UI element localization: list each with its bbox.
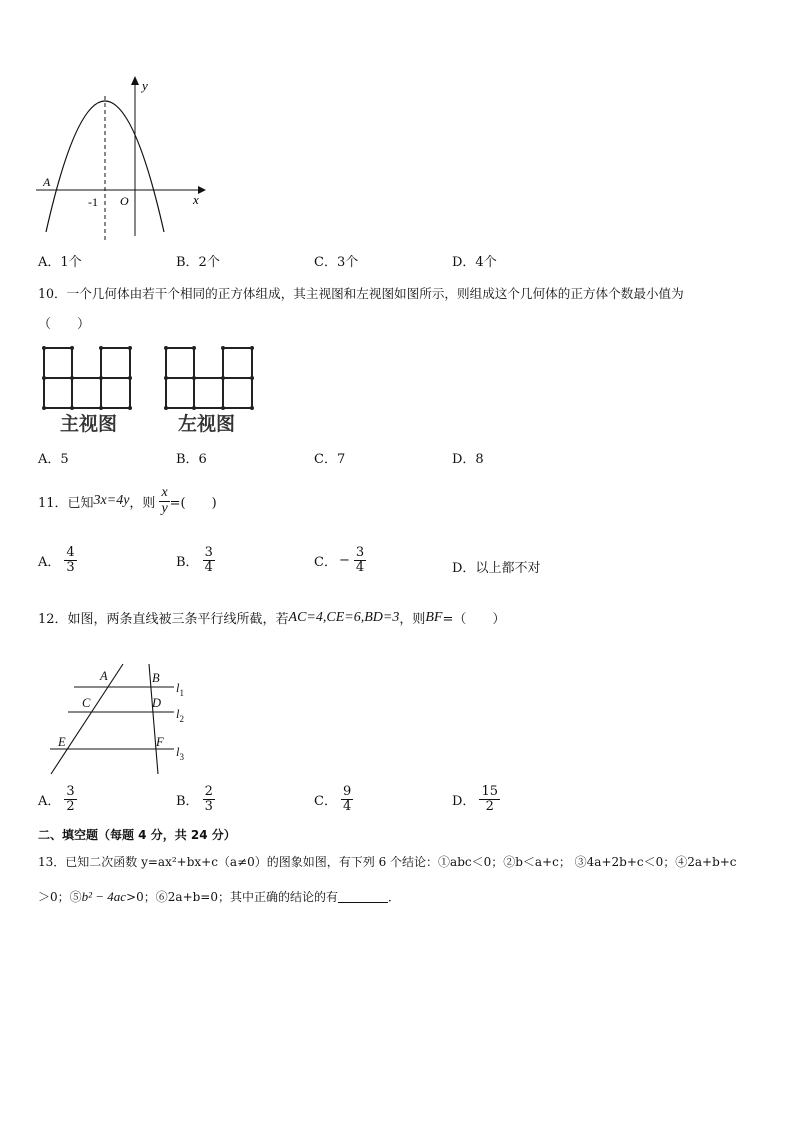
q11-option-a-num: 4	[66, 545, 75, 560]
q12-option-a-fraction	[64, 785, 76, 813]
q9-option-d: D．4个	[452, 255, 497, 270]
q12-option-c	[314, 785, 353, 813]
q11-option-b-label: B．	[176, 554, 199, 570]
point-b: B	[152, 671, 160, 685]
q10-option-c: C．7	[314, 452, 346, 467]
q11-option-c-den: 4	[355, 559, 365, 575]
q11-option-d-label: D．	[452, 561, 476, 576]
q12-option-c-fraction	[341, 785, 353, 813]
neg-one-label: -1	[88, 195, 98, 209]
q12-option-d-num: 15	[481, 784, 498, 799]
q11-option-c-num: 3	[355, 545, 365, 560]
q11-option-c-sign: −	[338, 552, 350, 568]
q10-option-b: B．6	[176, 452, 207, 467]
q11-option-a-fraction	[64, 546, 76, 574]
q13-discriminant: b² − 4ac	[81, 888, 127, 904]
q12-stem-suffix: =（ ）	[442, 612, 506, 627]
q11-option-b	[176, 546, 215, 574]
q12-option-a-num: 3	[66, 784, 75, 799]
point-a-label: A	[43, 175, 51, 189]
q13-line2-a: ＞0；⑤	[38, 890, 82, 904]
parallel-lines-figure	[40, 660, 210, 780]
answer-blank[interactable]	[338, 890, 388, 903]
x-axis-arrow	[198, 186, 206, 194]
q12-option-a-den: 2	[66, 798, 75, 814]
q13-line1: 13．已知二次函数 y=ax²+bx+c（a≠0）的图象如图，有下列 6 个结论：①abc＜0；②b＜a+c； ③4a+2b+c＜0；④2a+b+c	[38, 855, 737, 869]
q11-option-c-fraction	[354, 546, 366, 574]
q11-option-b-num: 3	[204, 545, 213, 560]
q12-option-d-den: 2	[485, 798, 494, 814]
label-l1: $l_1$	[176, 681, 184, 698]
q12-option-d-fraction	[479, 785, 500, 813]
q11-option-b-fraction	[203, 546, 215, 574]
q10-option-a: A．5	[38, 452, 69, 467]
q12-stem-var: BF	[425, 609, 443, 625]
q13-line2	[38, 888, 400, 905]
q12-option-d-label: D．	[452, 793, 476, 809]
q11-stem	[38, 486, 217, 516]
q11-stem-suffix: =( )	[169, 495, 217, 511]
q11-option-a-den: 3	[66, 559, 75, 575]
q9-option-b: B．2个	[176, 255, 220, 270]
q11-option-a	[38, 546, 77, 574]
q12-option-b-fraction	[203, 785, 215, 813]
q11-option-c-label: C．	[314, 554, 337, 570]
q12-option-d	[452, 785, 500, 813]
q11-option-a-label: A．	[38, 554, 61, 570]
q12-option-c-num: 9	[342, 784, 352, 799]
point-c: C	[82, 696, 91, 710]
q10-stem: 10．一个几何体由若干个相同的正方体组成，其主视图和左视图如图所示，则组成这个几何体的正方体个数最小值为	[38, 286, 684, 301]
y-axis-arrow	[131, 76, 139, 85]
q11-frac-num: x	[161, 485, 168, 500]
q12-option-b-num: 2	[204, 784, 213, 799]
q13-line2-end: ．	[388, 890, 401, 904]
left-view-figure	[162, 344, 262, 436]
q10-paren: （ ）	[38, 317, 91, 332]
point-a: A	[100, 669, 108, 683]
left-view-caption: 左视图	[178, 413, 236, 435]
q12-stem	[38, 608, 505, 627]
q12-option-b-label: B．	[176, 793, 199, 809]
label-l2: $l_2$	[176, 707, 184, 724]
q11-option-d	[452, 557, 540, 576]
q12-stem-prefix: 12．如图，两条直线被三条平行线所截，若	[38, 612, 289, 627]
q12-stem-math: AC=4,CE=6,BD=3	[288, 609, 400, 625]
q11-condition: 3x=4y	[93, 493, 130, 509]
section-title: 二、填空题（每题 4 分，共 24 分）	[38, 828, 236, 842]
q11-option-b-den: 4	[204, 559, 213, 575]
point-f: F	[156, 735, 164, 749]
x-axis-label: x	[193, 192, 199, 207]
q11-stem-prefix: 11．已知	[38, 495, 94, 511]
q12-stem-mid: ，则	[399, 612, 426, 627]
q12-option-c-label: C．	[314, 793, 337, 809]
q11-option-d-text: 以上都不对	[475, 561, 541, 576]
q11-fraction	[159, 486, 169, 516]
parabola-graph	[30, 70, 220, 242]
y-axis-label: y	[142, 78, 148, 93]
q11-frac-den: y	[161, 500, 168, 516]
origin-label: O	[120, 194, 129, 208]
q12-option-a	[38, 785, 77, 813]
q11-option-c	[314, 546, 366, 574]
q9-option-c: C．3个	[314, 255, 359, 270]
q12-option-b-den: 3	[204, 798, 213, 814]
q13-line2-b: >0；⑥2a+b=0；其中正确的结论的有	[126, 890, 338, 904]
q11-stem-mid: ，则	[129, 495, 156, 511]
front-view-figure	[40, 344, 140, 436]
q12-option-a-label: A．	[38, 793, 61, 809]
q12-option-b	[176, 785, 215, 813]
q10-option-d: D．8	[452, 452, 484, 467]
front-view-caption: 主视图	[60, 413, 118, 435]
label-l3: $l_3$	[176, 745, 184, 762]
q9-option-a: A．1个	[38, 255, 82, 270]
point-e: E	[58, 735, 66, 749]
point-d: D	[152, 696, 162, 710]
transversal-ace	[51, 664, 123, 774]
q12-option-c-den: 4	[342, 798, 352, 814]
